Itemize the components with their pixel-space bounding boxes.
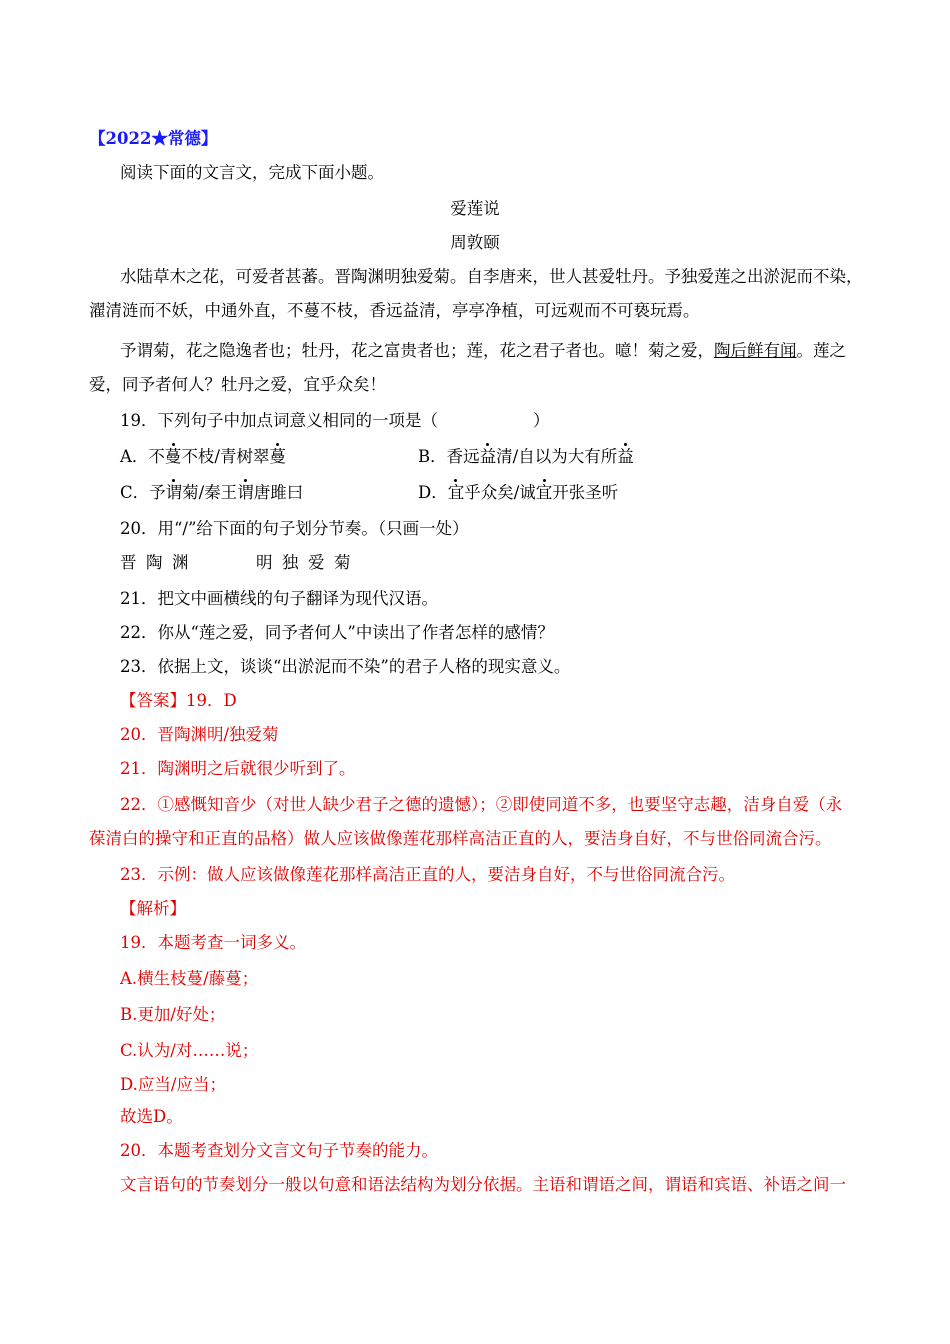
question-23: 23．依据上文，谈谈“出淤泥而不染”的君子人格的现实意义。 (120, 657, 571, 676)
instruction: 阅读下面的文言文，完成下面小题。 (120, 163, 384, 182)
option-c: C．予谓菊/秦王谓唐雎曰 (120, 483, 304, 502)
passage-p1-line1: 水陆草木之花，可爱者甚蕃。晋陶渊明独爱菊。自李唐来，世人甚爱牡丹。予独爱莲之出淤泥而不染， (120, 267, 863, 286)
answer-22-line1: 22．①感慨知音少（对世人缺少君子之德的遗憾）；②即使同道不多，也要坚守志趣，洁身自爱（永 (120, 795, 843, 814)
option-b: B．香远益清/自以为大有所益 (418, 447, 634, 466)
analysis-19-head: 19．本题考查一词多义。 (120, 933, 306, 952)
question-20: 20．用“/”给下面的句子划分节奏。（只画一处） (120, 519, 469, 538)
passage-author: 周敦颐 (450, 233, 500, 252)
analysis-19-a: A.横生枝蔓/藤蔓； (120, 969, 259, 988)
rhythm-sentence: 晋 陶 渊 明 独 爱 菊 (120, 553, 351, 572)
analysis-20-head: 20．本题考查划分文言文句子节奏的能力。 (120, 1141, 438, 1160)
answer-21: 21．陶渊明之后就很少听到了。 (120, 759, 356, 778)
answer-20: 20．晋陶渊明/独爱菊 (120, 725, 279, 744)
answer-23: 23．示例：做人应该做像莲花那样高洁正直的人，要洁身自好，不与世俗同流合污。 (120, 865, 735, 884)
question-19: 19．下列句子中加点词意义相同的一项是（ ） (120, 411, 550, 430)
analysis-20-body: 文言语句的节奏划分一般以句意和语法结构为划分依据。主语和谓语之间，谓语和宾语、补语之间一 (120, 1175, 846, 1194)
analysis-heading: 【解析】 (120, 899, 186, 918)
analysis-19-end: 故选D。 (120, 1107, 183, 1126)
question-22: 22．你从“莲之爱，同予者何人”中读出了作者怎样的感情？ (120, 623, 554, 642)
passage-p2-line2: 爱，同予者何人？牡丹之爱，宜乎众矣！ (89, 375, 386, 394)
passage-title: 爱莲说 (450, 199, 500, 218)
underlined-sentence: 陶后鲜有闻 (714, 341, 797, 360)
source-tag: 【2022★常德】 (89, 129, 218, 148)
passage-p1-line2: 濯清涟而不妖，中通外直，不蔓不枝，香远益清，亭亭净植，可远观而不可亵玩焉。 (89, 301, 700, 320)
question-21: 21．把文中画横线的句子翻译为现代汉语。 (120, 589, 438, 608)
answer-22-line2: 葆清白的操守和正直的品格）做人应该做像莲花那样高洁正直的人，要洁身自好，不与世俗同流合污。 (89, 829, 832, 848)
analysis-19-b: B.更加/好处； (120, 1005, 226, 1024)
option-d: D．宜乎众矣/诚宜开张圣听 (418, 483, 619, 502)
option-a: A．不蔓不枝/青树翠蔓 (120, 447, 286, 466)
passage-p2-line1: 予谓菊，花之隐逸者也；牡丹，花之富贵者也；莲，花之君子者也。噫！菊之爱，陶后鲜有闻。莲之 (120, 341, 846, 360)
analysis-19-d: D.应当/应当； (120, 1075, 226, 1094)
analysis-19-c: C.认为/对……说； (120, 1041, 259, 1060)
answer-19: 【答案】19．D (120, 691, 237, 710)
